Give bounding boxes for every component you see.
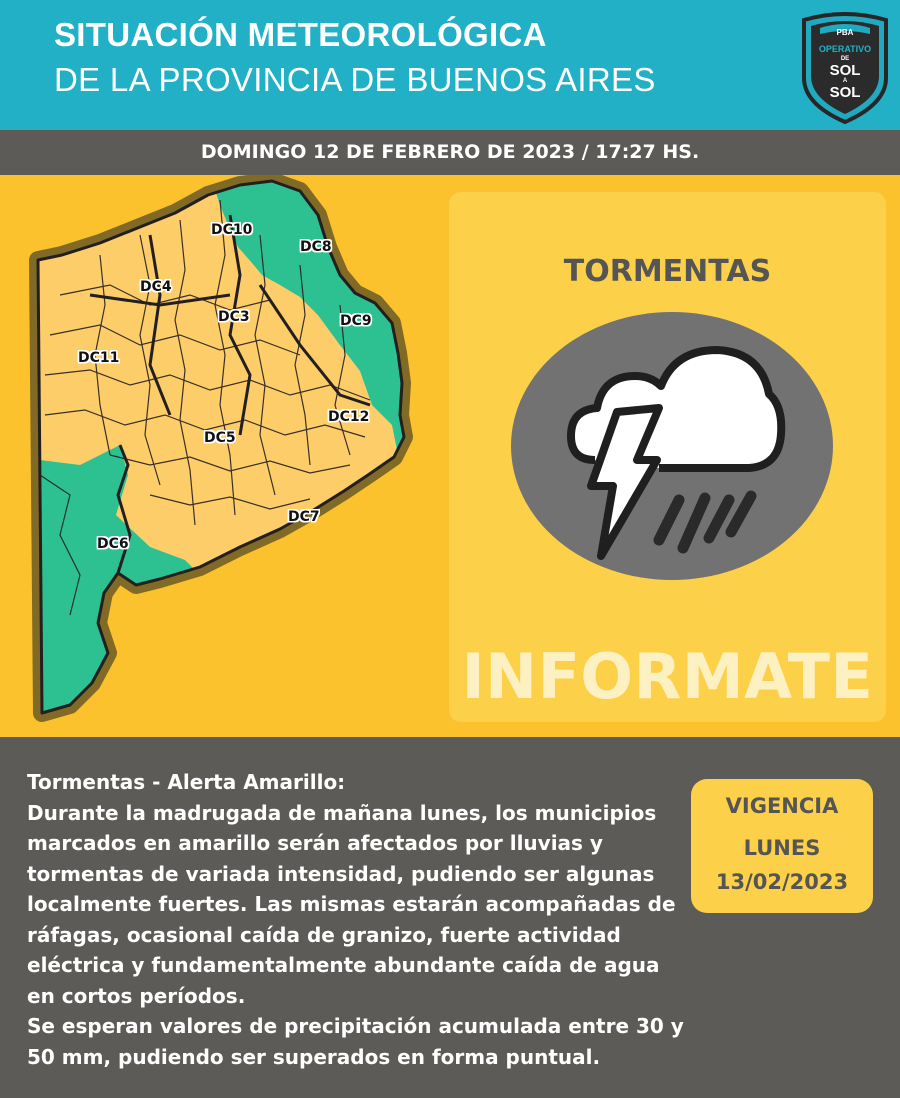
logo-de-text: DE [840,56,850,62]
alert-body: Durante la madrugada de mañana lunes, los municipios marcados en amarillo serán afectados por lluvias y tormentas de variada intensidad, pudiendo ser algunas localmente fuertes. Las mismas estarán acompañadas de ráfagas, ocasional caída de granizo, fuerte actividad eléctrica y fundamentalmente abundante caída de agua en cortos períodos. [27,800,676,1008]
logo-sol-text-1: SOL [829,62,861,79]
district-label-dc8: DC8 [300,239,332,255]
district-label-dc5: DC5 [204,430,236,446]
district-label-dc3: DC3 [218,309,250,325]
title-line-1: SITUACIÓN METEOROLÓGICA [54,16,547,53]
district-label-dc12: DC12 [328,409,370,425]
header [0,0,900,130]
logo-a-text: A [842,78,848,84]
alert-description [27,767,687,1072]
vigencia-box [691,779,873,913]
vigencia-label: VIGENCIA [725,794,839,818]
alert-description-section [0,737,900,1098]
thunderstorm-icon [509,310,835,582]
vigencia-date: 13/02/2023 [715,870,849,894]
province-map [0,175,450,737]
title-line-2: DE LA PROVINCIA DE BUENOS AIRES [54,61,656,98]
main-section [0,175,900,737]
logo-pba-text: PBA [836,28,854,37]
sol-a-sol-logo [800,12,890,126]
district-label-dc4: DC4 [140,279,172,295]
logo-operativo-text: OPERATIVO [818,44,872,54]
district-label-dc6: DC6 [97,536,129,552]
district-label-dc10: DC10 [211,222,253,238]
alert-type-panel [449,192,886,722]
date-bar: DOMINGO 12 DE FEBRERO DE 2023 / 17:27 HS. [0,130,900,175]
district-label-dc7: DC7 [288,509,320,525]
alert-body-2: Se esperan valores de precipitación acumulada entre 30 y 50 mm, pudiendo ser superados en forma puntual. [27,1014,684,1069]
alert-type-title: TORMENTAS [563,254,772,289]
vigencia-day: LUNES [743,836,821,860]
logo-sol-text-2: SOL [829,84,861,101]
district-label-dc11: DC11 [78,350,120,366]
district-label-dc9: DC9 [340,313,372,329]
informate-text: INFORMATE [461,640,874,713]
alert-heading: Tormentas - Alerta Amarillo: [27,770,346,794]
